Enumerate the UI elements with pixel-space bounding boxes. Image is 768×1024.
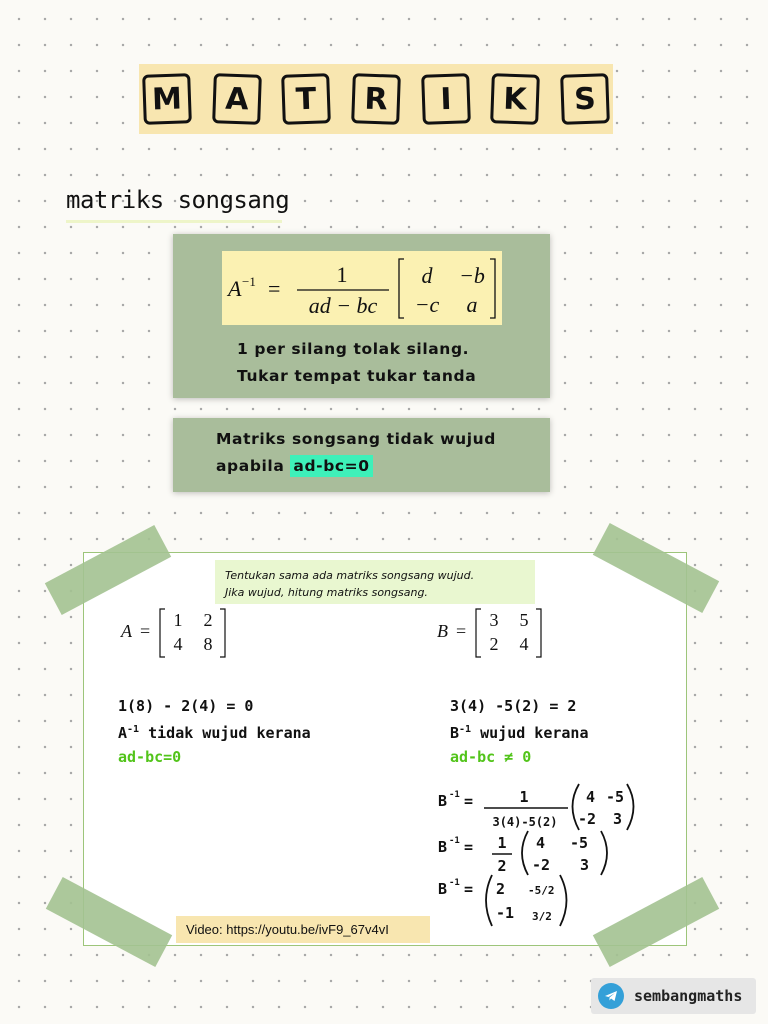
question-text <box>225 567 474 601</box>
step-lhs: B <box>438 880 448 898</box>
matrix-b-cell: 5 <box>519 610 529 630</box>
step-matrix-cell: 2 <box>496 880 506 898</box>
formula-denominator: ad − bc <box>308 293 378 318</box>
matrix-a-cell: 2 <box>203 610 213 630</box>
left-condition: ad-bc=0 <box>118 748 182 766</box>
question-line: Tentukan sama ada matriks songsang wujud. <box>225 569 475 582</box>
question-line: Jika wujud, hitung matriks songsang. <box>225 586 428 599</box>
step-matrix-cell: -5 <box>606 788 625 806</box>
inverse-step-3 <box>436 872 586 930</box>
section-heading: matriks songsang <box>66 186 290 214</box>
step-matrix-cell: 3/2 <box>532 910 552 923</box>
right-statement: wujud kerana <box>480 724 589 742</box>
video-link[interactable]: Video: https://youtu.be/ivF9_67v4vI <box>186 922 389 937</box>
formula-matrix-cell: −b <box>459 263 485 288</box>
step-lhs-exponent: -1 <box>449 878 460 888</box>
matrix-a <box>118 606 233 660</box>
right-statement-line <box>450 718 588 745</box>
step-matrix-cell: -2 <box>532 856 551 874</box>
matrix-b-cell: 3 <box>489 610 499 630</box>
step-numerator: 1 <box>519 788 529 806</box>
step-matrix-cell: -1 <box>496 904 515 922</box>
right-condition: ad-bc ≠ 0 <box>450 748 532 766</box>
right-statement-exponent: -1 <box>459 724 472 735</box>
formula-matrix-cell: d <box>421 263 433 288</box>
matrix-a-cell: 1 <box>173 610 183 630</box>
matrix-a-label: A <box>121 621 132 641</box>
step-matrix-cell: 3 <box>580 856 590 874</box>
matrix-b-cell: 4 <box>519 634 529 654</box>
title-letter: R <box>351 73 401 125</box>
condition-line <box>216 453 496 480</box>
matrix-a-cell: 4 <box>173 634 183 654</box>
step-matrix-cell: 3 <box>613 810 623 828</box>
step-lhs: B <box>438 792 448 810</box>
brand-badge <box>591 978 756 1014</box>
brand-name: sembangmaths <box>634 987 743 1005</box>
rule-text <box>237 336 476 390</box>
step-lhs: B <box>438 838 448 856</box>
svg-text:=: = <box>464 792 474 810</box>
step-matrix-cell: 4 <box>536 834 546 852</box>
condition-text <box>216 426 496 480</box>
step-denominator: 2 <box>497 857 507 875</box>
svg-text:=: = <box>464 880 474 898</box>
formula-matrix-cell: a <box>466 292 478 317</box>
left-calc: 1(8) - 2(4) = 0 <box>118 697 254 715</box>
step-lhs-exponent: -1 <box>449 790 460 800</box>
step-denominator: 3(4)-5(2) <box>492 815 558 829</box>
title-letter: I <box>421 73 471 125</box>
step-matrix-cell: -5 <box>570 834 589 852</box>
right-statement-matrix: B <box>450 724 460 742</box>
title-letter: S <box>560 73 610 125</box>
step-numerator: 1 <box>497 834 507 852</box>
rule-line: 1 per silang tolak silang. <box>237 340 470 358</box>
telegram-icon <box>598 983 624 1009</box>
formula-equals: = <box>268 276 281 301</box>
title-letter: T <box>281 73 331 125</box>
step-matrix-cell: -2 <box>578 810 597 828</box>
left-working <box>118 694 311 769</box>
formula-lhs: A <box>228 276 242 301</box>
left-statement: tidak wujud kerana <box>148 724 311 742</box>
title-tiles <box>139 64 613 134</box>
title-letter: A <box>212 73 262 125</box>
formula-lhs-exponent: −1 <box>242 274 256 289</box>
inverse-step-2 <box>436 828 626 878</box>
svg-text:=: = <box>456 621 467 641</box>
left-statement-line <box>118 718 311 745</box>
formula-matrix-cell: −c <box>414 292 440 317</box>
matrix-b-cell: 2 <box>489 634 499 654</box>
condition-prefix: apabila <box>216 457 285 475</box>
matrix-b-label: B <box>437 621 448 641</box>
matrix-b <box>434 606 549 660</box>
right-working <box>450 694 588 769</box>
formula-box <box>222 251 502 325</box>
step-lhs-exponent: -1 <box>449 836 460 846</box>
subheading-underline <box>66 220 282 223</box>
formula-numerator: 1 <box>336 262 348 287</box>
inverse-formula <box>222 251 502 325</box>
title-letter: M <box>142 73 192 125</box>
svg-text:=: = <box>464 838 474 856</box>
left-statement-exponent: -1 <box>127 724 140 735</box>
rule-line: Tukar tempat tukar tanda <box>237 367 477 385</box>
condition-highlight: ad-bc=0 <box>290 455 372 477</box>
step-matrix-cell: 4 <box>586 788 596 806</box>
inverse-step-1 <box>436 780 646 832</box>
svg-text:=: = <box>140 621 151 641</box>
right-calc: 3(4) -5(2) = 2 <box>450 697 577 715</box>
step-matrix-cell: -5/2 <box>528 884 555 897</box>
matrix-a-cell: 8 <box>203 634 213 654</box>
title-letter: K <box>490 73 540 125</box>
condition-line: Matriks songsang tidak wujud <box>216 430 496 448</box>
left-statement-matrix: A <box>118 724 128 742</box>
